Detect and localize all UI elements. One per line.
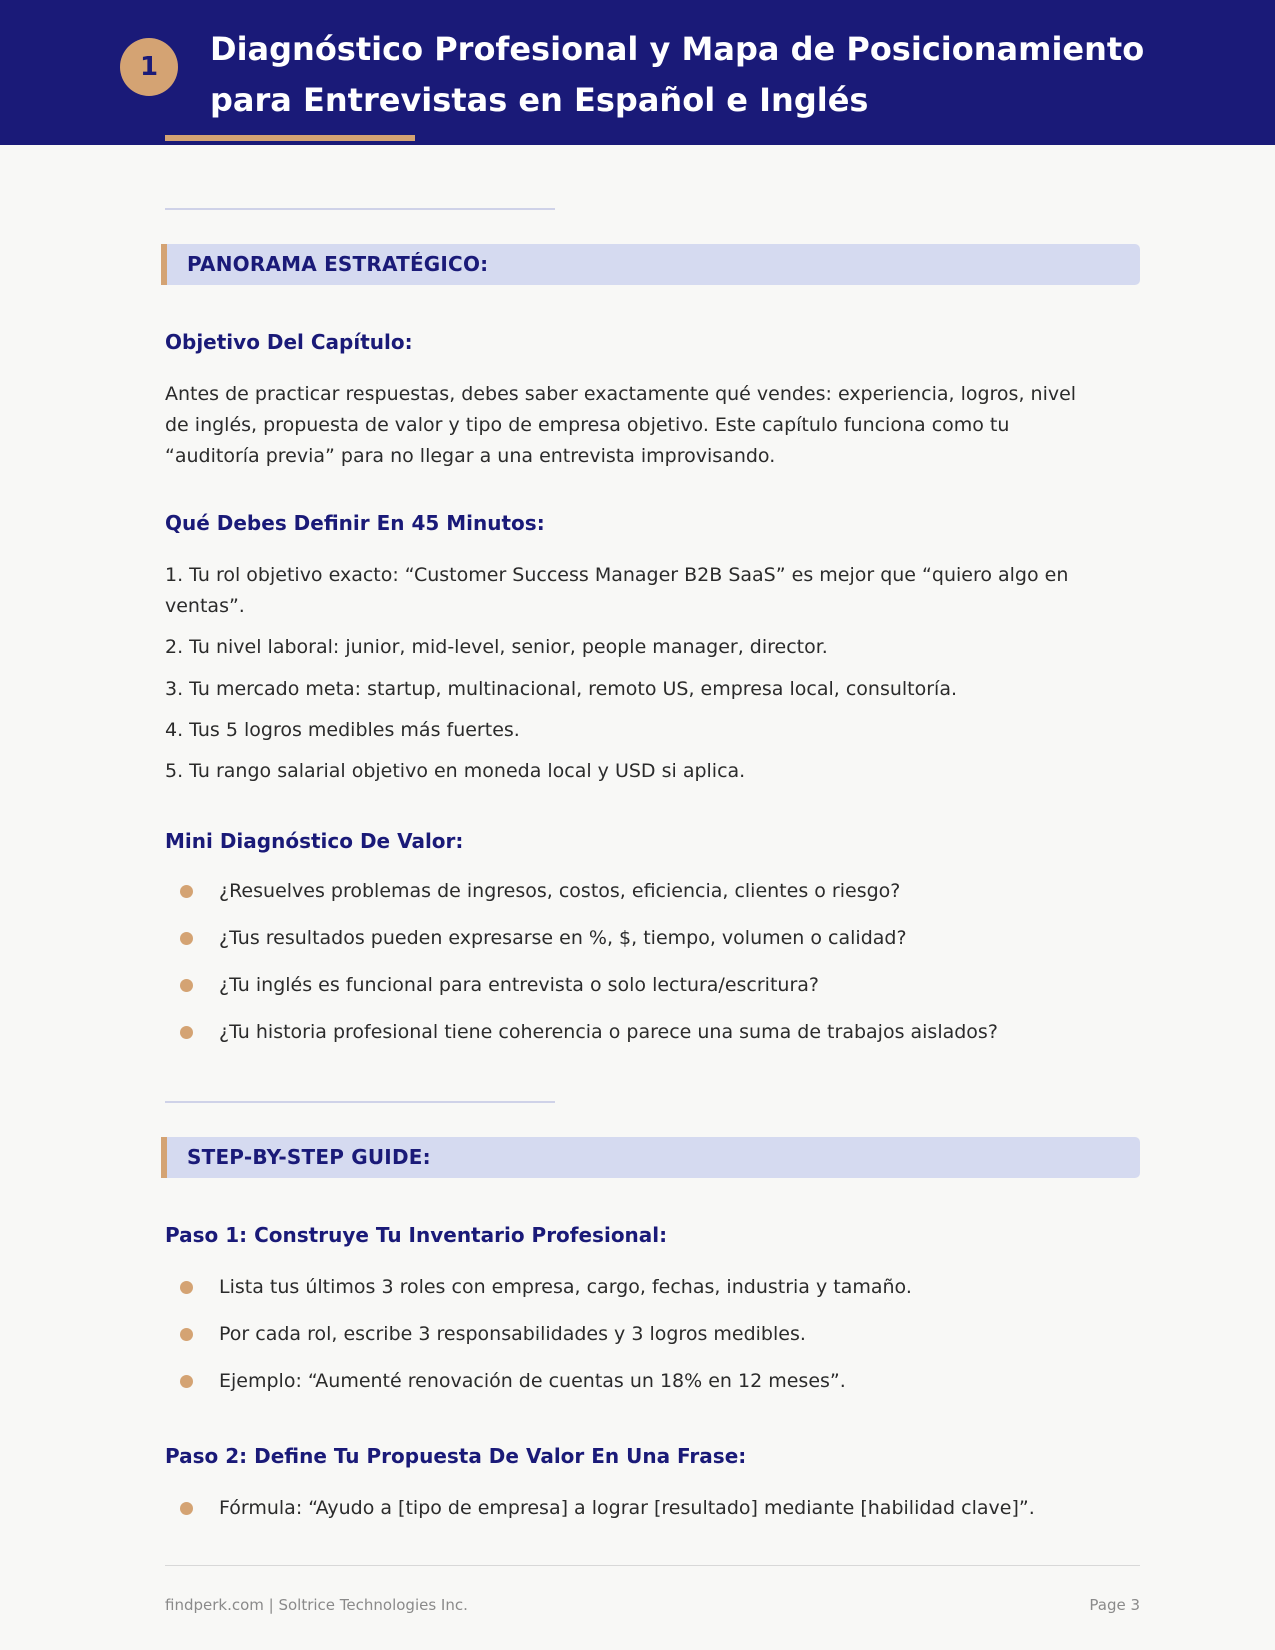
bullet-item: [180, 1017, 1120, 1047]
bullet-item: [180, 1493, 1120, 1523]
bullet-text: Fórmula: “Ayudo a [tipo de empresa] a lograr [resultado] mediante [habilidad clave]”.: [219, 1497, 1035, 1519]
bullet-dot-icon: [180, 932, 193, 945]
bullet-dot-icon: [180, 1281, 193, 1294]
bullet-item: [180, 1319, 1120, 1349]
footer-divider: [165, 1565, 1140, 1566]
define-item-5: 5. Tu rango salarial objetivo en moneda local y USD si aplica.: [165, 760, 746, 782]
chapter-title: Diagnóstico Profesional y Mapa de Posicionamiento para Entrevistas en Español e Inglés: [210, 30, 1145, 119]
define-item-3: 3. Tu mercado meta: startup, multinacional, remoto US, empresa local, consultoría.: [165, 678, 958, 700]
footer-source: findperk.com | Soltrice Technologies Inc.: [165, 1596, 468, 1614]
step-1-title: Paso 1: Construye Tu Inventario Profesional:: [165, 1223, 668, 1247]
bullet-text: ¿Tus resultados pueden expresarse en %, $, tiempo, volumen o calidad?: [219, 927, 907, 949]
bullet-text: Lista tus últimos 3 roles con empresa, cargo, fechas, industria y tamaño.: [219, 1276, 912, 1298]
bullet-item: [180, 1272, 1120, 1302]
define-item-2: 2. Tu nivel laboral: junior, mid-level, senior, people manager, director.: [165, 636, 828, 658]
bullet-dot-icon: [180, 1375, 193, 1388]
bullet-dot-icon: [180, 1328, 193, 1341]
section-heading-guide: [161, 1137, 1140, 1178]
section-heading-overview: [161, 244, 1140, 285]
bullet-dot-icon: [180, 979, 193, 992]
divider: [165, 208, 555, 210]
title-accent-bar: [165, 135, 415, 141]
objective-text: Antes de practicar respuestas, debes saber exactamente qué vendes: experiencia, logros, nivel de inglés, propuesta de valor y tipo de empresa objetivo. Este capítulo funciona como tu “auditoría previa” para no llegar a una entrevista improvisando.: [165, 383, 1077, 467]
chapter-number-badge: 1: [120, 38, 178, 96]
bullet-item: [180, 923, 1120, 953]
divider: [165, 1101, 555, 1103]
bullet-dot-icon: [180, 885, 193, 898]
page-number: Page 3: [1089, 1596, 1140, 1614]
define-item-4: 4. Tus 5 logros medibles más fuertes.: [165, 719, 520, 741]
chapter-header: [0, 0, 1275, 145]
bullet-text: Por cada rol, escribe 3 responsabilidades y 3 logros medibles.: [219, 1323, 806, 1345]
bullet-dot-icon: [180, 1502, 193, 1515]
step-2-title: Paso 2: Define Tu Propuesta De Valor En Una Frase:: [165, 1444, 747, 1468]
bullet-item: [180, 876, 1120, 906]
define-title: Qué Debes Definir En 45 Minutos:: [165, 511, 545, 535]
bullet-item: [180, 1366, 1120, 1396]
bullet-item: [180, 970, 1120, 1000]
objective-title: Objetivo Del Capítulo:: [165, 330, 413, 354]
bullet-text: Ejemplo: “Aumenté renovación de cuentas un 18% en 12 meses”.: [219, 1370, 846, 1392]
bullet-text: ¿Resuelves problemas de ingresos, costos, eficiencia, clientes o riesgo?: [219, 880, 901, 902]
bullet-text: ¿Tu historia profesional tiene coherencia o parece una suma de trabajos aislados?: [219, 1021, 998, 1043]
bullet-dot-icon: [180, 1026, 193, 1039]
section-heading-label: STEP-BY-STEP GUIDE:: [187, 1145, 431, 1169]
define-item-1: 1. Tu rol objetivo exacto: “Customer Success Manager B2B SaaS” es mejor que “quiero algo en ventas”.: [165, 564, 1069, 617]
bullet-text: ¿Tu inglés es funcional para entrevista o solo lectura/escritura?: [219, 974, 819, 996]
mini-diagnostic-title: Mini Diagnóstico De Valor:: [165, 829, 464, 853]
section-heading-label: PANORAMA ESTRATÉGICO:: [187, 252, 489, 276]
